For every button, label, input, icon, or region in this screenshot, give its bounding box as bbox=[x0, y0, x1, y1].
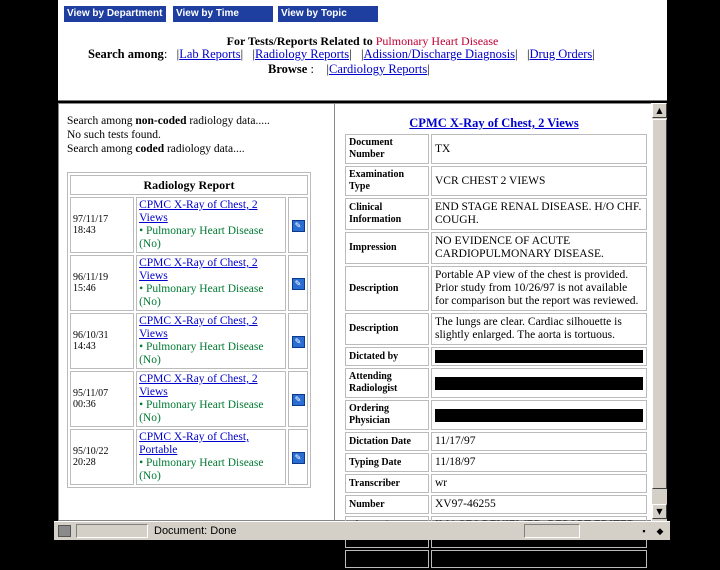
field-label: Transcriber bbox=[345, 474, 429, 493]
browse-row: Browse : |Cardiology Reports| bbox=[268, 62, 430, 76]
report-link[interactable]: CPMC X-Ray of Chest, 2 Views bbox=[139, 373, 258, 398]
disease-name: Pulmonary Heart Disease bbox=[375, 34, 499, 48]
search-colon: : bbox=[163, 47, 168, 61]
message-line: Search among non-coded radiology data..... bbox=[67, 115, 270, 127]
redaction-bar bbox=[435, 409, 643, 422]
search-messages bbox=[67, 114, 270, 156]
status-field bbox=[76, 524, 148, 538]
report-flag: (No) bbox=[139, 470, 161, 482]
tab-view-by-topic[interactable]: View by Topic bbox=[278, 6, 378, 22]
vertical-scrollbar[interactable] bbox=[651, 103, 667, 521]
field-value: 11/18/97 bbox=[431, 453, 647, 472]
headline-prefix: For Tests/Reports Related to bbox=[226, 34, 376, 48]
field-value: wr bbox=[431, 474, 647, 493]
field-value: The lungs are clear. Cardiac silhouette is slightly enlarged. The aorta is tortuous. bbox=[431, 313, 647, 345]
note-icon[interactable]: ✎ bbox=[292, 278, 305, 290]
table-row bbox=[70, 313, 308, 369]
field-label: Typing Date bbox=[345, 453, 429, 472]
navigation-frame bbox=[58, 0, 667, 101]
table-row bbox=[70, 255, 308, 311]
field-value: END STAGE RENAL DISEASE. H/O CHF. COUGH. bbox=[431, 198, 647, 230]
redaction-bar bbox=[435, 350, 643, 363]
field-value: VCR CHEST 2 VIEWS bbox=[431, 166, 647, 196]
field-value: NO EVIDENCE OF ACUTE CARDIOPULMONARY DISEASE. bbox=[431, 232, 647, 264]
redaction-bar bbox=[435, 377, 643, 390]
table-row bbox=[70, 429, 308, 485]
status-field bbox=[524, 524, 580, 538]
results-pane bbox=[58, 103, 335, 521]
field-label: Description bbox=[345, 313, 429, 345]
report-disease: • Pulmonary Heart Disease bbox=[139, 341, 264, 353]
detail-row bbox=[345, 495, 647, 514]
detail-row bbox=[345, 453, 647, 472]
field-value bbox=[431, 347, 647, 366]
detail-row bbox=[345, 474, 647, 493]
report-detail-pane bbox=[334, 103, 667, 564]
field-label: Dictated by bbox=[345, 347, 429, 366]
report-flag: (No) bbox=[139, 238, 161, 250]
message-line: No such tests found. bbox=[67, 129, 161, 141]
report-link[interactable]: CPMC X-Ray of Chest, 2 Views bbox=[139, 199, 258, 224]
report-link[interactable]: CPMC X-Ray of Chest, Portable bbox=[139, 431, 249, 456]
detail-row bbox=[345, 166, 647, 196]
report-disease: • Pulmonary Heart Disease bbox=[139, 399, 264, 411]
report-cell bbox=[136, 429, 286, 485]
detail-row bbox=[345, 347, 647, 366]
report-link[interactable]: CPMC X-Ray of Chest, 2 Views bbox=[139, 315, 258, 340]
report-flag: (No) bbox=[139, 354, 161, 366]
field-value: Portable AP view of the chest is provided. Prior study from 10/26/97 is not available for comparison but the report was reviewed. bbox=[431, 266, 647, 311]
status-text: Document: Done bbox=[154, 525, 237, 537]
cardiology-reports-link[interactable]: Cardiology Reports bbox=[328, 62, 428, 76]
field-value bbox=[431, 550, 647, 568]
browse-colon: : bbox=[310, 62, 314, 76]
drug-orders-link[interactable]: Drug Orders bbox=[529, 47, 593, 61]
field-label: Examination Type bbox=[345, 166, 429, 196]
message-line: Search among coded radiology data.... bbox=[67, 143, 245, 155]
field-label: Attending Radiologist bbox=[345, 368, 429, 398]
report-timestamp: 96/10/31 14:43 bbox=[70, 313, 134, 369]
field-label: Clinical Information bbox=[345, 198, 429, 230]
search-links-row: Search among: |Lab Reports| |Radiology Reports| |Adission/Discharge Diagnosis| |Drug Orders| bbox=[88, 47, 595, 61]
scroll-up-icon[interactable]: ▲ bbox=[652, 103, 667, 118]
report-link[interactable]: CPMC X-Ray of Chest, 2 Views bbox=[139, 257, 258, 282]
report-disease: • Pulmonary Heart Disease bbox=[139, 283, 264, 295]
detail-row bbox=[345, 232, 647, 264]
field-value: 11/17/97 bbox=[431, 432, 647, 451]
report-title-link[interactable]: CPMC X-Ray of Chest, 2 Views bbox=[409, 116, 579, 130]
report-flag: (No) bbox=[139, 296, 161, 308]
detail-row bbox=[345, 198, 647, 230]
scroll-thumb[interactable] bbox=[652, 119, 667, 489]
report-title bbox=[343, 116, 645, 131]
field-label: Impression bbox=[345, 232, 429, 264]
radiology-reports-link[interactable]: Radiology Reports bbox=[255, 47, 350, 61]
table-row bbox=[70, 197, 308, 253]
field-label: Number bbox=[345, 495, 429, 514]
field-label: Document Number bbox=[345, 134, 429, 164]
scroll-down-icon[interactable]: ▼ bbox=[652, 504, 667, 519]
report-disease: • Pulmonary Heart Disease bbox=[139, 225, 264, 237]
detail-row bbox=[345, 432, 647, 451]
field-value: XV97-46255 bbox=[431, 495, 647, 514]
report-detail-table bbox=[343, 132, 649, 570]
detail-row bbox=[345, 313, 647, 345]
report-timestamp: 95/11/07 00:36 bbox=[70, 371, 134, 427]
connection-icon: ◆ bbox=[656, 526, 664, 536]
field-label: Dictation Date bbox=[345, 432, 429, 451]
detail-row bbox=[345, 134, 647, 164]
note-icon[interactable]: ✎ bbox=[292, 220, 305, 232]
field-value bbox=[431, 400, 647, 430]
report-cell bbox=[136, 371, 286, 427]
table-title: Radiology Report bbox=[70, 175, 308, 195]
field-value: TX bbox=[431, 134, 647, 164]
field-value bbox=[431, 368, 647, 398]
status-bar bbox=[54, 521, 670, 540]
tab-view-by-department[interactable]: View by Department bbox=[64, 6, 166, 22]
report-flag: (No) bbox=[139, 412, 161, 424]
detail-row bbox=[345, 400, 647, 430]
search-label: Search among bbox=[88, 47, 164, 61]
detail-row bbox=[345, 550, 647, 568]
report-cell bbox=[136, 255, 286, 311]
field-label: Ordering Physician bbox=[345, 400, 429, 430]
lock-icon: ▪ bbox=[642, 526, 646, 536]
report-timestamp: 95/10/22 20:28 bbox=[70, 429, 134, 485]
browse-label: Browse bbox=[268, 62, 308, 76]
field-label: Description bbox=[345, 266, 429, 311]
detail-row bbox=[345, 266, 647, 311]
tab-view-by-time[interactable]: View by Time bbox=[173, 6, 273, 22]
detail-row bbox=[345, 368, 647, 398]
report-cell bbox=[136, 197, 286, 253]
note-icon[interactable]: ✎ bbox=[292, 336, 305, 348]
note-icon[interactable]: ✎ bbox=[292, 394, 305, 406]
radiology-report-table bbox=[67, 172, 311, 488]
field-label: Electronic bbox=[345, 550, 429, 568]
lab-reports-link[interactable]: Lab Reports bbox=[179, 47, 241, 61]
report-disease: • Pulmonary Heart Disease bbox=[139, 457, 264, 469]
page-icon bbox=[58, 525, 71, 537]
report-cell bbox=[136, 313, 286, 369]
report-timestamp: 96/11/19 15:46 bbox=[70, 255, 134, 311]
table-row bbox=[70, 371, 308, 427]
note-icon[interactable]: ✎ bbox=[292, 452, 305, 464]
report-timestamp: 97/11/17 18:43 bbox=[70, 197, 134, 253]
admission-discharge-link[interactable]: Adission/Discharge Diagnosis bbox=[363, 47, 516, 61]
